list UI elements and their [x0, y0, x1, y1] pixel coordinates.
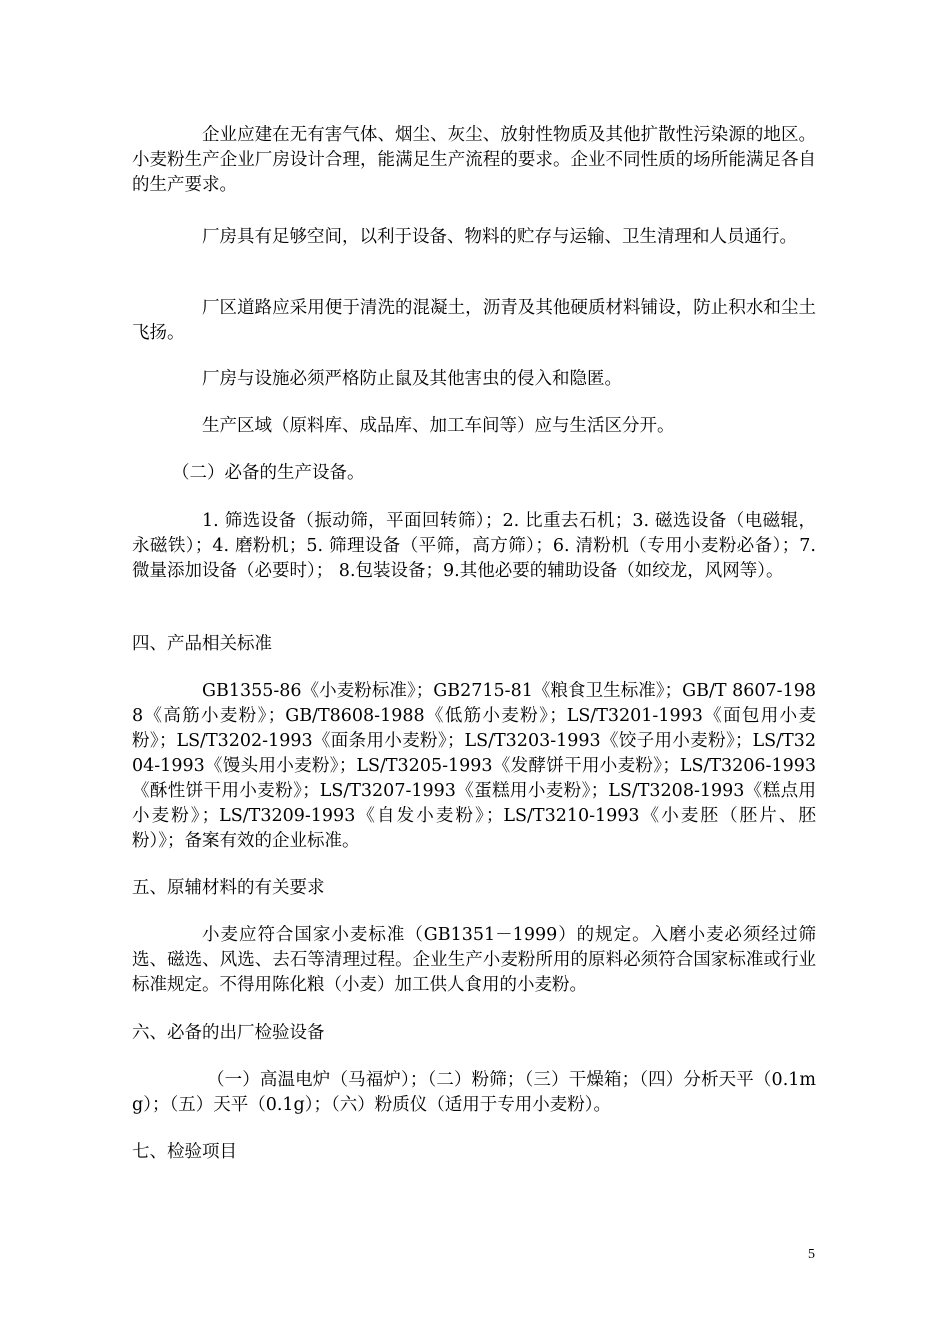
section-heading-standards: 四、产品相关标准	[132, 634, 272, 654]
section-heading-raw-materials: 五、原辅材料的有关要求	[132, 878, 325, 898]
paragraph-raw-materials: 小麦应符合国家小麦标准（GB1351－1999）的规定。入磨小麦必须经过筛选、磁选、风选、去石等清理过程。企业生产小麦粉所用的原料必须符合国家标准或行业标准规定。不得用陈化粮（小麦）加工供人食用的小麦粉。	[132, 925, 816, 995]
paragraph-zone-separation: 生产区域（原料库、成品库、加工车间等）应与生活区分开。	[202, 416, 675, 436]
paragraph-equipment-list: 1. 筛选设备（振动筛，平面回转筛）；2. 比重去石机；3. 磁选设备（电磁辊，永磁铁）；4. 磨粉机；5. 筛理设备（平筛，高方筛）；6. 清粉机（专用小麦粉必备）；7.微量添加设备（必要时）； 8.包装设备；9.其他必要的辅助设备（如绞龙，风网等）。	[132, 511, 816, 581]
section-heading-inspection-items: 七、检验项目	[132, 1142, 237, 1162]
paragraph-site-requirements: 企业应建在无有害气体、烟尘、灰尘、放射性物质及其他扩散性污染源的地区。小麦粉生产企业厂房设计合理，能满足生产流程的要求。企业不同性质的场所能满足各自的生产要求。	[132, 125, 816, 195]
paragraph-inspection-equipment-list: （一）高温电炉（马福炉）；（二）粉筛；（三）干燥箱；（四）分析天平（0.1mg）；（五）天平（0.1g）；（六）粉质仪（适用于专用小麦粉）。	[132, 1070, 816, 1115]
paragraph-workshop-space: 厂房具有足够空间，以利于设备、物料的贮存与运输、卫生清理和人员通行。	[202, 227, 797, 247]
paragraph-standards-list: GB1355-86《小麦粉标准》；GB2715-81《粮食卫生标准》；GB/T 8607-1988《高筋小麦粉》；GB/T8608-1988《低筋小麦粉》；LS/T3201-1993《面包用小麦粉》；LS/T3202-1993《面条用小麦粉》；LS/T3203-1993《饺子用小麦粉》；LS/T3204-1993《馒头用小麦粉》；LS/T3205-1993《发酵饼干用小麦粉》；LS/T3206-1993《酥性饼干用小麦粉》；LS/T3207-1993《蛋糕用小麦粉》；LS/T3208-1993《糕点用小麦粉》；LS/T3209-1993《自发小麦粉》；LS/T3210-1993《小麦胚（胚片、胚粉）》；备案有效的企业标准。	[132, 681, 816, 851]
paragraph-roads: 厂区道路应采用便于清洗的混凝土，沥青及其他硬质材料铺设，防止积水和尘土飞扬。	[132, 298, 816, 343]
subheading-production-equipment: （二）必备的生产设备。	[172, 463, 365, 483]
page-number: 5	[808, 1247, 815, 1262]
section-heading-inspection-equipment: 六、必备的出厂检验设备	[132, 1023, 325, 1043]
paragraph-pest-prevention: 厂房与设施必须严格防止鼠及其他害虫的侵入和隐匿。	[202, 369, 622, 389]
